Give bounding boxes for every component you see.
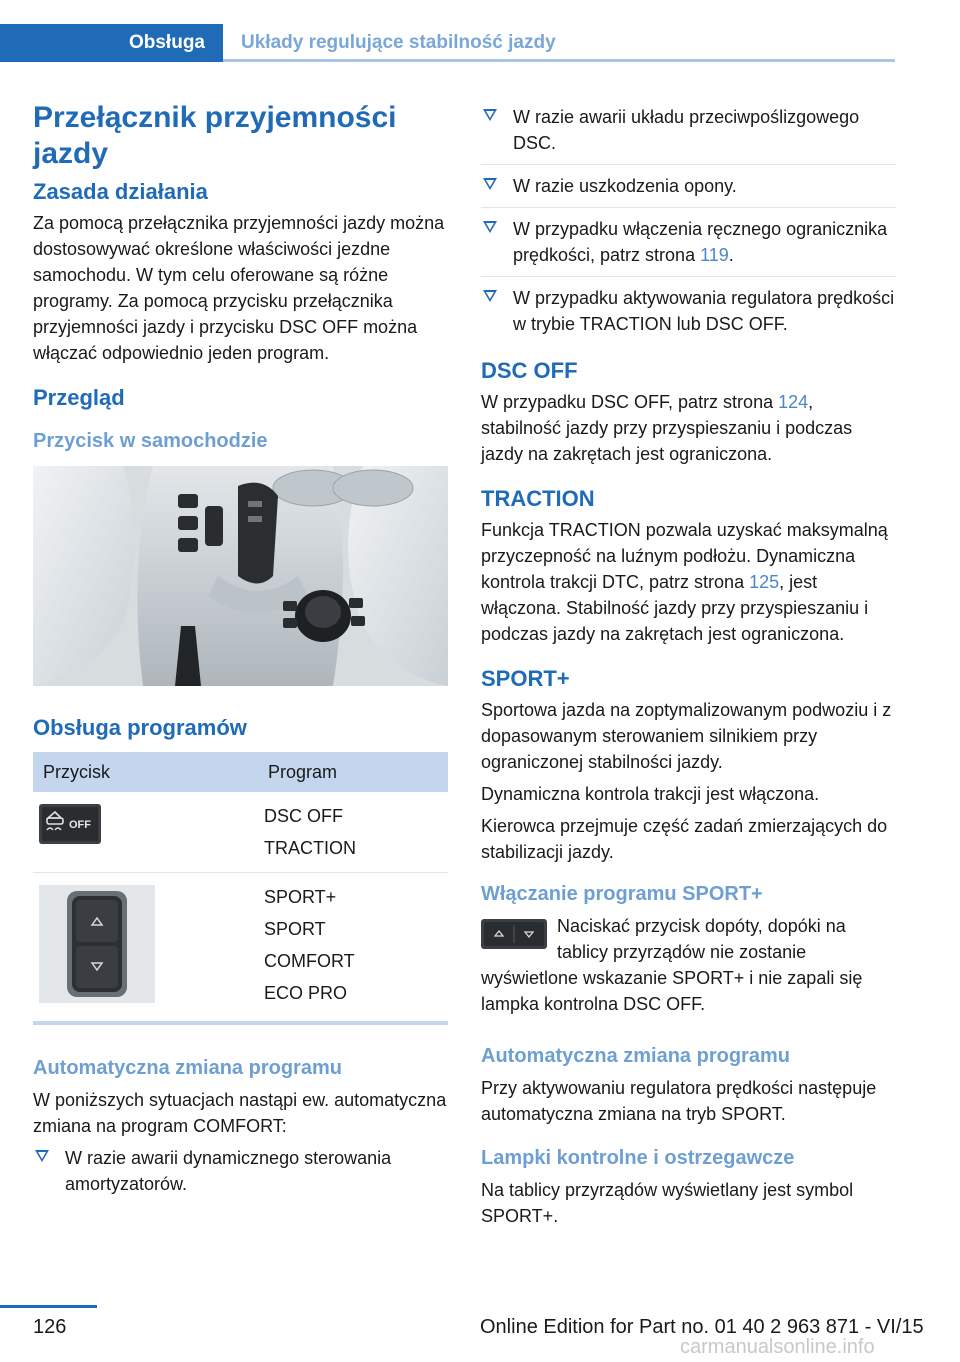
console-photo	[33, 466, 448, 686]
heading-auto-2: Automatyczna zmiana programu	[481, 1045, 790, 1067]
table-cell-program	[258, 792, 448, 873]
paragraph-auto-2: Przy aktywowaniu regulatora prędkości następuje automatyczna zmiana na tryb SPORT.	[481, 1078, 877, 1124]
page-number: 126	[33, 1316, 67, 1338]
sport-rocker-button-icon	[481, 919, 547, 949]
paragraph-dsc-off: W przypadku DSC OFF, patrz strona 124, stabilność jazdy przy przyspieszaniu i podczas jazdy na zakrętach jest ograniczona.	[481, 392, 853, 464]
watermark: carmanualsonline.info	[680, 1336, 875, 1358]
program-name: SPORT+	[264, 887, 337, 907]
program-name: TRACTION	[264, 838, 356, 858]
table-header-row	[33, 752, 448, 792]
program-name: ECO PRO	[264, 983, 348, 1003]
list-item: W razie uszkodzenia opony.	[481, 173, 896, 208]
heading-sport-plus: SPORT+	[481, 666, 570, 691]
heading-wlaczanie: Włączanie programu SPORT+	[481, 883, 763, 905]
column-header-program: Program	[258, 752, 448, 792]
table-row	[33, 873, 448, 1024]
list-item: W przypadku aktywowania regulatora prędkości w trybie TRACTION lub DSC OFF.	[481, 285, 896, 345]
paragraph-lampki: Na tablicy przyrządów wyświetlany jest symbol SPORT+.	[481, 1180, 854, 1226]
program-name: DSC OFF	[264, 806, 343, 826]
heading-traction: TRACTION	[481, 486, 595, 511]
console-illustration	[33, 466, 448, 686]
program-name: SPORT	[264, 919, 326, 939]
page-link-124[interactable]: 124	[778, 392, 809, 412]
heading-lampki: Lampki kontrolne i ostrzegawcze	[481, 1147, 795, 1169]
paragraph-sport-1: Sportowa jazda na zoptymalizowanym podwoziu i z dopasowanym sterowaniem silnikiem przy ograniczonej stabilności jazdy.	[481, 700, 892, 772]
edition-note: Online Edition for Part no. 01 40 2 963 871 - VI/15	[480, 1316, 924, 1338]
dsc-off-button-icon	[39, 804, 101, 844]
paragraph-sport-2: Dynamiczna kontrola trakcji jest włączona.	[481, 784, 820, 804]
paragraph-sport-3: Kierowca przejmuje część zadań zmierzających do stabilizacji jazdy.	[481, 816, 888, 862]
page-link-125[interactable]: 125	[749, 572, 780, 592]
triangle-bullet-icon	[483, 109, 497, 121]
section-tab: Obsługa	[0, 24, 223, 62]
table-cell-button	[33, 873, 258, 1024]
heading-auto: Automatyczna zmiana programu	[33, 1057, 342, 1079]
svg-text:OFF: OFF	[69, 819, 91, 831]
page-link-119[interactable]: 119	[700, 245, 729, 265]
triangle-bullet-icon	[483, 178, 497, 190]
triangle-bullet-icon	[35, 1150, 49, 1162]
program-name: COMFORT	[264, 951, 355, 971]
auto-list-continued	[481, 104, 896, 345]
heading-dsc-off: DSC OFF	[481, 358, 578, 383]
heading-przycisk: Przycisk w samochodzie	[33, 430, 268, 452]
list-item: W przypadku włączenia ręcznego ogranicznika prędkości, patrz strona 119.	[481, 216, 896, 277]
footer-rule	[0, 1305, 97, 1308]
triangle-bullet-icon	[483, 221, 497, 233]
table-cell-program	[258, 873, 448, 1024]
paragraph-traction: Funkcja TRACTION pozwala uzyskać maksymalną przyczepność na luźnym podłożu. Dynamiczna kontrola trakcji DTC, patrz strona 125, jest włączona. Stabilność jazdy przy przyspieszaniu i podczas jazdy na zakrętach jest ograniczona.	[481, 520, 888, 644]
heading-zasada: Zasada działania	[33, 179, 208, 204]
auto-list	[33, 1145, 448, 1205]
right-column	[481, 100, 896, 1241]
rocker-switch-icon	[39, 885, 155, 1003]
triangle-bullet-icon	[483, 290, 497, 302]
list-item: W razie awarii układu przeciwpoślizgowego DSC.	[481, 104, 896, 165]
list-item: W razie awarii dynamicznego sterowania amortyzatorów.	[33, 1145, 448, 1205]
heading-obsluga: Obsługa programów	[33, 715, 247, 740]
heading-przeglad: Przegląd	[33, 385, 125, 410]
chapter-title: Układy regulujące stabilność jazdy	[241, 32, 556, 53]
column-header-button: Przycisk	[33, 752, 258, 792]
header-rule	[223, 59, 895, 62]
paragraph-zasada: Za pomocą przełącznika przyjemności jazdy można dostosowywać określone właściwości jezdne samochodu. W tym celu oferowane są różne programy. Za pomocą przycisku przełącznika przyjemności jazdy i przycisku DSC OFF można włączać odpowiednio jeden program.	[33, 213, 445, 363]
page-header	[0, 24, 895, 62]
paragraph-auto: W poniższych sytuacjach nastąpi ew. automatyczna zmiana na program COMFORT:	[33, 1090, 447, 1136]
page-title: Przełącznik przyjemności jazdy	[33, 101, 397, 170]
paragraph-wlaczanie: Naciskać przycisk dopóty, dopóki na tablicy przyrządów nie zostanie wyświetlone wskazanie SPORT+ i nie zapali się lampka kontrolna DSC OFF.	[481, 916, 863, 1014]
program-table	[33, 752, 448, 1025]
left-column	[33, 100, 448, 1213]
table-row	[33, 792, 448, 873]
table-cell-button	[33, 792, 258, 873]
